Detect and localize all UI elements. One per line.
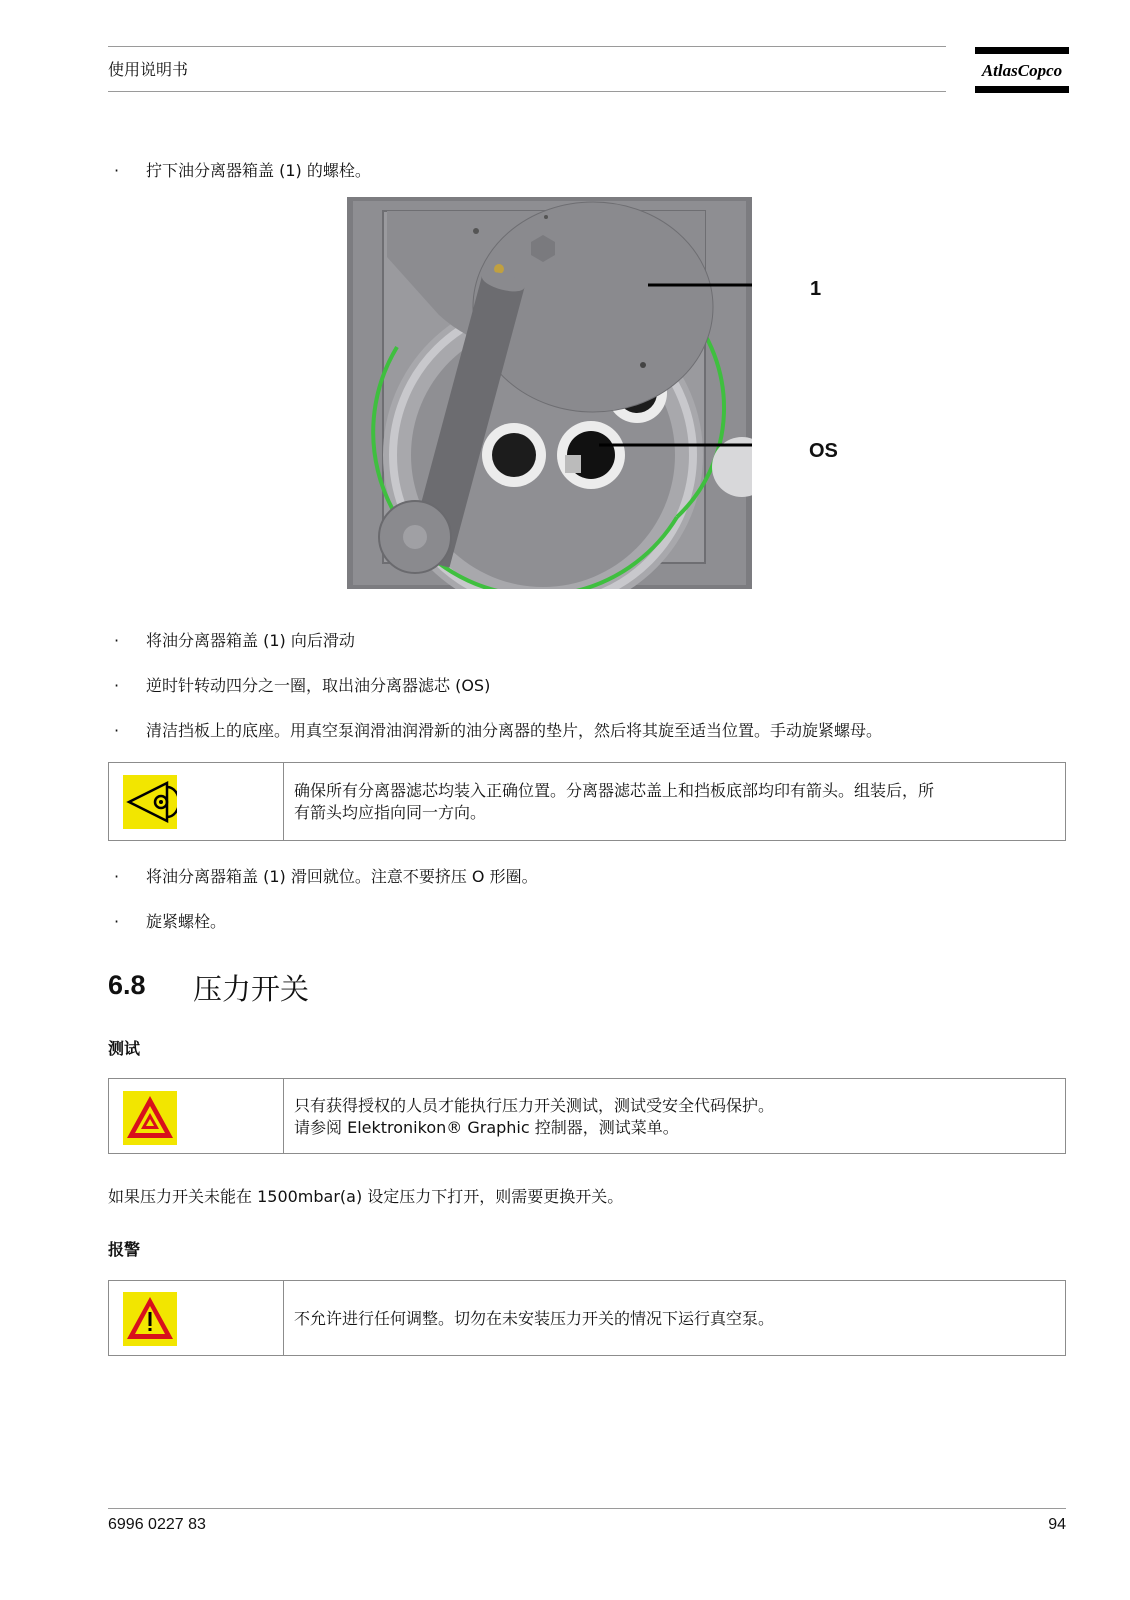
logo-text: AtlasCopco	[981, 61, 1063, 80]
doc-number: 6996 0227 83	[108, 1516, 206, 1533]
alarm-warning-text: 不允许进行任何调整。切勿在未安装压力开关的情况下运行真空泵。	[294, 1309, 775, 1328]
exclamation-triangle-icon	[123, 1292, 177, 1346]
oil-separator-figure	[347, 197, 752, 589]
section-title: 压力开关	[193, 972, 310, 1006]
eye-icon	[123, 775, 177, 829]
section-number: 6.8	[108, 970, 146, 1000]
test-warning-box	[108, 1078, 1066, 1154]
note-text: 确保所有分离器滤芯均装入正确位置。分离器滤芯盖上和挡板底部均印有箭头。组装后，所 有箭头均应指向同一方向。	[294, 781, 935, 822]
test-warning-text: 只有获得授权的人员才能执行压力开关测试，测试受安全代码保护。 请参阅 Elektronikon® Graphic 控制器，测试菜单。	[294, 1096, 775, 1137]
atlas-copco-logo	[975, 47, 1069, 93]
note-box	[108, 762, 1066, 841]
test-paragraph: 如果压力开关未能在 1500mbar(a) 设定压力下打开，则需要更换开关。	[108, 1187, 624, 1206]
alarm-heading: 报警	[108, 1240, 141, 1259]
alarm-warning-box	[108, 1280, 1066, 1356]
caution-triangle-icon	[123, 1091, 177, 1145]
note-box-divider	[283, 763, 284, 840]
header-bottom-rule	[108, 91, 946, 92]
footer-rule	[108, 1508, 1066, 1509]
header-title: 使用说明书	[108, 60, 189, 79]
page-number: 94	[1048, 1516, 1066, 1533]
test-heading: 测试	[108, 1039, 141, 1058]
callout-os: OS	[809, 440, 838, 462]
test-box-divider	[283, 1079, 284, 1153]
alarm-box-divider	[283, 1281, 284, 1355]
header-top-rule	[108, 46, 946, 47]
callout-1: 1	[810, 278, 822, 300]
